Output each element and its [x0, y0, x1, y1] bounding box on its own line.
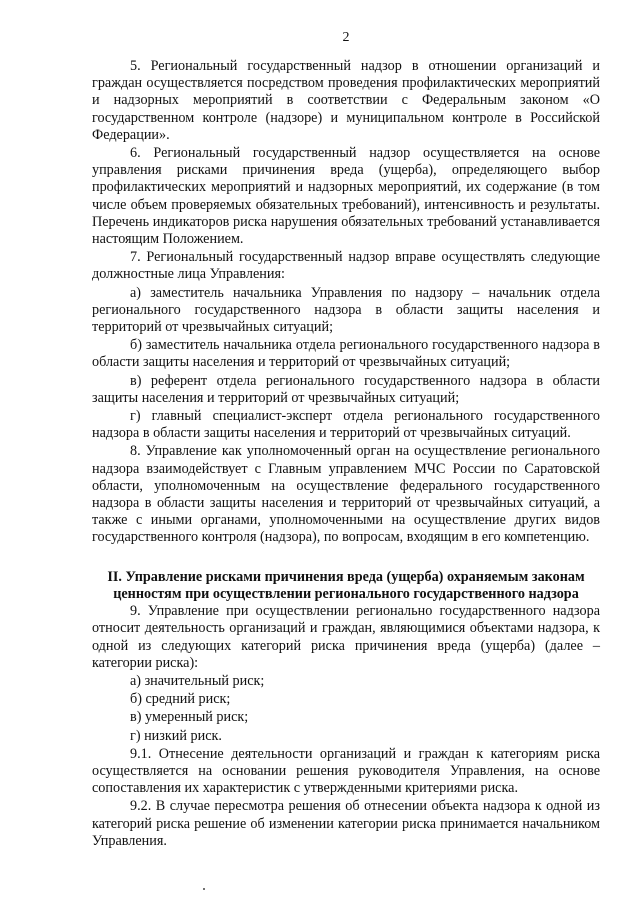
list-item-9d: г) низкий риск.: [130, 727, 222, 744]
list-item-7a: а) заместитель начальника Управления по надзору – начальник отдела регионального государственного надзора в области защиты населения и территорий от чрезвычайных ситуаций;: [92, 284, 600, 336]
list-item-7b: б) заместитель начальника отдела регионального государственного надзора в области защиты населения и территорий от чрезвычайных ситуаций;: [92, 337, 600, 371]
section-heading: II. Управление рисками причинения вреда (ущерба) охраняемым законам ценностям при осуществлении регионального государственного надзора: [107, 568, 585, 602]
list-item-9c: в) умеренный риск;: [130, 709, 249, 726]
list-item-9a: а) значительный риск;: [130, 672, 265, 689]
paragraph-6: 6. Региональный государственный надзор осуществляется на основе управления рисками причинения вреда (ущерба), определяющего выбор профилактических мероприятий и надзорных мероприятий, их содержание (в том числе объем проверяемых обязательных требований), интенсивность и результаты. Перечень индикаторов риска нарушения обязательных требований устанавливается настоящим Положением.: [92, 145, 600, 248]
paragraph-9: 9. Управление при осуществлении регионально государственного надзора относит деятельность организаций и граждан, являющимися объектами надзора, к одной из следующих категорий риска причинения вреда (ущерба) (далее – категории риска):: [92, 603, 600, 671]
paragraph-9-1: 9.1. Отнесение деятельности организаций и граждан к категориям риска осуществляется на основании решения руководителя Управления, на основе сопоставления их характеристик с утвержденными критериями риска.: [92, 745, 600, 797]
page-number: 2: [342, 30, 350, 45]
paragraph-9-2: 9.2. В случае пересмотра решения об отнесении объекта надзора к одной из категорий риска решение об изменении категории риска принимается начальником Управления.: [92, 798, 600, 849]
list-item-9b: б) средний риск;: [130, 691, 231, 708]
paragraph-5: 5. Региональный государственный надзор в отношении организаций и граждан осуществляется посредством проведения профилактических мероприятий и надзорных мероприятий в соответствии с Федеральным законом «О государственном контроле (надзоре) и муниципальном контроле в Российской Федерации».: [92, 58, 600, 143]
paragraph-7: 7. Региональный государственный надзор вправе осуществлять следующие должностные лица Управления:: [92, 249, 600, 283]
paragraph-8: 8. Управление как уполномоченный орган на осуществление регионального надзора взаимодействует с Главным управлением МЧС России по Саратовской области, уполномоченным на осуществление федерального государственного надзора в области защиты населения и территорий от чрезвычайных ситуаций, а также с иными органами, уполномоченными на осуществление других видов государственного контроля (надзора), по вопросам, входящим в его компетенцию.: [92, 443, 600, 546]
scan-artifact: [203, 888, 205, 890]
list-item-7c: в) референт отдела регионального государственного надзора в области защиты населения и территорий от чрезвычайных ситуаций;: [92, 372, 600, 406]
list-item-7d: г) главный специалист-эксперт отдела регионального государственного надзора в области защиты населения и территорий от чрезвычайных ситуаций.: [92, 408, 600, 442]
